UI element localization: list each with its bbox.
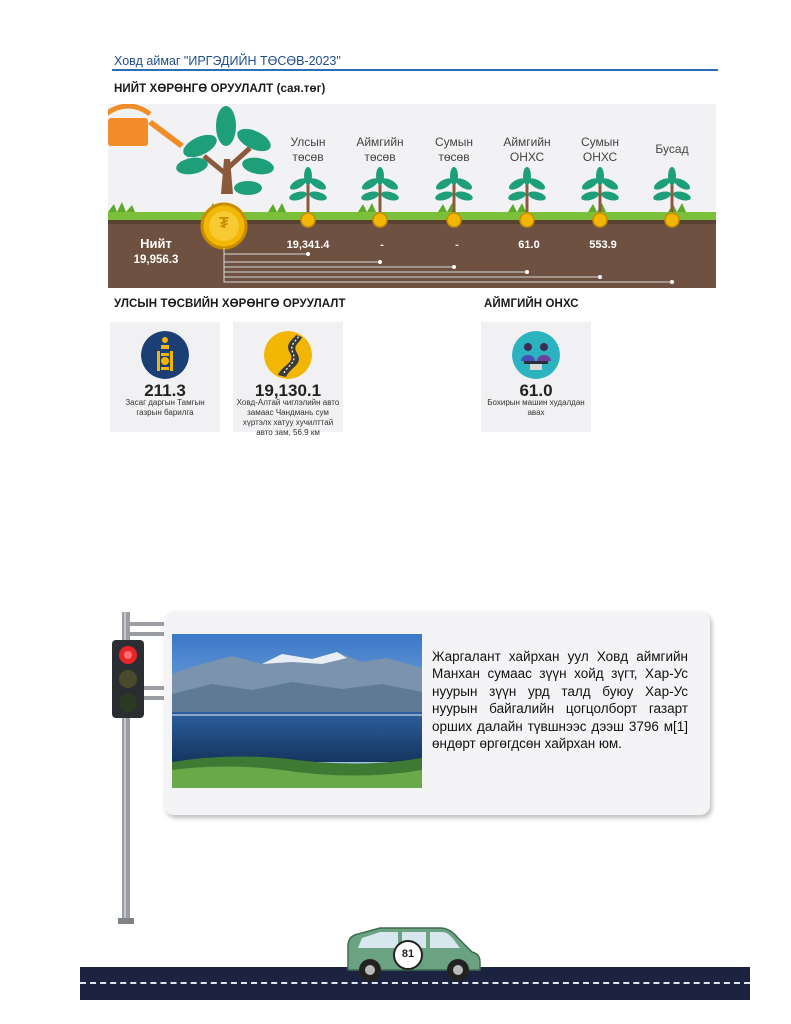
column-label-aimag-lddf: Аймгийн ОНХС	[503, 135, 551, 164]
traffic-light-icon	[108, 612, 168, 928]
value-soum-budget: -	[455, 239, 459, 251]
total-label: Нийт	[140, 236, 172, 251]
column-label-state-budget: Улсын төсөв	[290, 135, 326, 164]
aimag-lddf-title: АЙМГИЙН ОНХС	[484, 298, 579, 310]
aimag-card-sewage-truck	[481, 322, 591, 432]
header-divider	[112, 69, 718, 71]
column-label-other: Бусад	[655, 142, 689, 156]
page-number: 81	[401, 948, 415, 960]
tugrik-coin-icon: ₮	[219, 215, 229, 232]
card-value: 211.3	[144, 381, 186, 400]
investment-banner	[108, 104, 716, 288]
card-value: 19,130.1	[254, 381, 322, 400]
info-description: Жаргалант хайрхан уул Ховд аймгийн Манхан сумаас зүүн хойд зүгт, Хар-Ус нуурын зүүн урд талд буюу Хар-Ус нуурын байгалийн цогцолборт газарт орших далайн түвшнээс дээш 3796 м[1] өндөрт өргөгдсөн хайрхан юм.	[432, 649, 688, 752]
value-soum-lddf: 553.9	[589, 239, 617, 251]
value-aimag-lddf: 61.0	[518, 239, 540, 251]
value-aimag-budget: -	[380, 239, 384, 251]
banner-illustration	[108, 104, 716, 288]
value-state-budget: 19,341.4	[286, 239, 330, 251]
card-caption: Засаг даргын Тамгын газрын барилга	[125, 398, 205, 417]
column-label-soum-lddf: Сумын ОНХС	[580, 135, 620, 164]
road-icon	[264, 331, 312, 379]
card-value: 61.0	[519, 381, 553, 400]
column-label-aimag-budget: Аймгийн төсөв	[356, 135, 404, 164]
soyombo-emblem-icon	[141, 331, 189, 379]
total-value: 19,956.3	[133, 254, 179, 266]
state-investment-title: УЛСЫН ТӨСВИЙН ХӨРӨНГӨ ОРУУЛАЛТ	[114, 298, 346, 310]
document-header-title: Ховд аймаг "ИРГЭДИЙН ТӨСӨВ-2023"	[114, 54, 341, 68]
total-investment-title: НИЙТ ХӨРӨНГӨ ОРУУЛАЛТ (сая.төг)	[114, 83, 326, 95]
card-caption: Бохирын машин худалдан авах	[487, 398, 585, 417]
state-card-governor-office	[110, 322, 220, 432]
column-label-soum-budget: Сумын төсөв	[434, 135, 474, 164]
people-meeting-icon	[512, 331, 560, 379]
card-caption: Ховд-Алтай чиглэлийн авто замаас Чандмань сум хүртэлх хатуу хучилттай авто зам, 56.9 км	[236, 398, 340, 437]
lake-mountain-photo	[172, 634, 422, 788]
state-card-road	[233, 322, 343, 437]
